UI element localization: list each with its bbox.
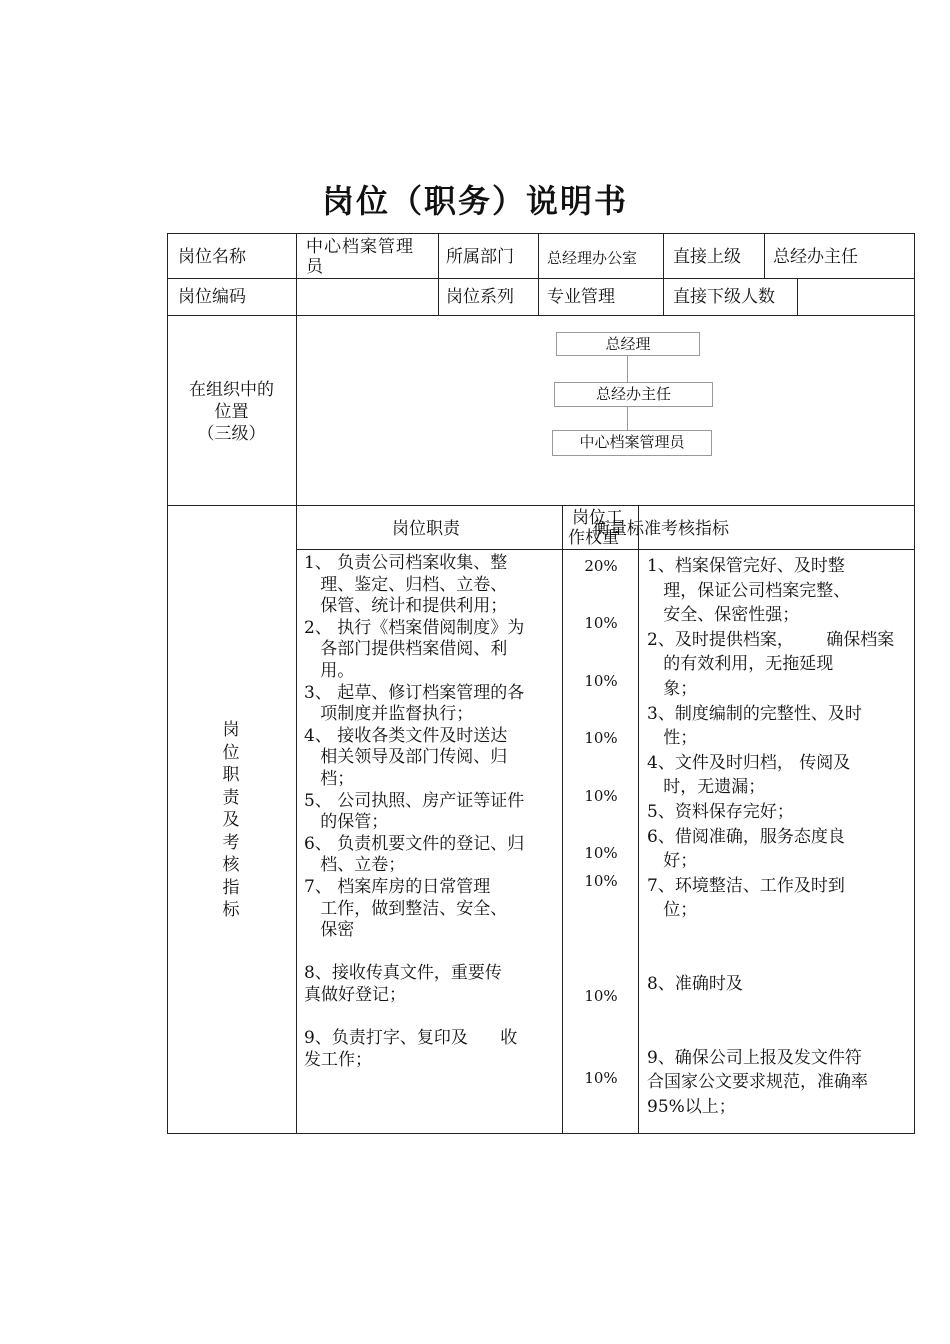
duty-line: 3、 起草、修订档案管理的各	[304, 682, 525, 703]
post-name-value-line2: 员	[306, 257, 323, 277]
kpi-line: 象；	[647, 678, 698, 699]
org-connector-1	[627, 355, 628, 382]
col-divider-r1-d	[764, 233, 765, 279]
duty-line: 各部门提供档案借阅、利	[304, 639, 508, 660]
row-divider-1	[167, 278, 915, 279]
duty-line: 4、 接收各类文件及时送达	[304, 725, 508, 746]
kpi-list	[647, 555, 912, 1121]
kpi-line	[647, 949, 912, 974]
org-box-office-director: 总经办主任	[554, 382, 713, 407]
kpi-line: 安全、保密性强；	[647, 605, 800, 626]
direct-superior-value: 总经办主任	[773, 247, 858, 267]
duties-header-divider	[296, 549, 915, 550]
duty-line: 档、立卷；	[304, 855, 406, 876]
duty-line: 用。	[304, 660, 355, 681]
kpi-line: 9、确保公司上报及发文件符	[647, 1047, 862, 1068]
row-divider-2	[167, 315, 915, 316]
weight-value: 10%	[584, 987, 618, 1005]
duty-line: 1、 负责公司档案收集、整	[304, 553, 508, 573]
kpi-line: 1、档案保管完好、及时整	[647, 556, 845, 576]
section-label-char: 位	[222, 742, 240, 763]
duty-line: 7、 档案库房的日常管理	[304, 876, 491, 897]
kpi-line: 的有效利用，无拖延现	[647, 654, 834, 675]
table-border-right	[914, 233, 915, 1134]
col-divider-r1-c	[663, 233, 664, 316]
org-box-general-manager: 总经理	[556, 332, 700, 356]
header-weight-line2: 作权重	[568, 528, 619, 548]
section-label-char: 及	[222, 810, 240, 830]
duty-line: 9、负责打字、复印及 收	[304, 1028, 518, 1049]
kpi-line	[647, 998, 912, 1023]
duty-line: 保密	[304, 920, 355, 941]
duty-line: 5、 公司执照、房产证等证件	[304, 790, 525, 811]
duty-line: 项制度并监督执行；	[304, 704, 474, 725]
kpi-line: 5、资料保存完好；	[647, 801, 794, 822]
duty-line: 6、 负责机要文件的登记、归	[304, 833, 525, 854]
kpi-line: 4、文件及时归档， 传阅及	[647, 752, 851, 773]
kpi-line: 好；	[647, 851, 698, 872]
section-label-char: 核	[222, 855, 240, 875]
post-name-value-line1: 中心档案管理	[306, 237, 414, 257]
col-divider-label	[296, 233, 297, 1134]
kpi-line: 7、环境整洁、工作及时到	[647, 875, 845, 896]
table-border-top	[167, 233, 915, 234]
duty-line: 真做好登记；	[304, 984, 406, 1005]
page-title: 岗位（职务）说明书	[321, 182, 628, 220]
duty-line: 的保管；	[304, 812, 389, 833]
section-label-char: 指	[222, 877, 240, 898]
kpi-line: 8、准确时及	[647, 974, 743, 995]
header-duties: 岗位职责	[392, 519, 460, 539]
kpi-line	[647, 924, 912, 949]
kpi-line: 95%以上；	[647, 1097, 736, 1118]
weight-value: 10%	[584, 729, 618, 747]
kpi-line: 理，保证公司档案完整、	[647, 580, 851, 601]
post-name-label: 岗位名称	[178, 247, 246, 267]
duty-line: 发工作；	[304, 1049, 372, 1070]
duty-line: 8、接收传真文件，重要传	[304, 963, 502, 984]
post-series-label: 岗位系列	[446, 287, 514, 307]
duty-line	[304, 941, 560, 963]
duties-section-label	[221, 719, 241, 922]
section-label-char: 标	[222, 900, 240, 920]
weight-value: 10%	[584, 787, 618, 805]
section-label-char: 责	[222, 787, 240, 808]
table-border-left	[167, 233, 168, 1134]
col-divider-r1-a	[438, 233, 439, 316]
weight-value: 10%	[584, 614, 618, 632]
org-position-label-line2: 位置	[214, 402, 249, 422]
kpi-line: 6、借阅准确，服务态度良	[647, 826, 845, 847]
weight-value: 10%	[584, 672, 618, 690]
col-divider-r1-b	[538, 233, 539, 316]
section-label-char: 岗	[222, 720, 240, 740]
duty-line: 档；	[304, 768, 355, 789]
kpi-line	[647, 1022, 912, 1047]
col-divider-r2-d	[797, 278, 798, 316]
duty-line: 2、 执行《档案借阅制度》为	[304, 617, 525, 638]
table-border-bottom	[167, 1133, 915, 1134]
org-position-label-line3: （三级）	[197, 424, 266, 444]
col-divider-weight-right	[638, 505, 639, 1134]
duty-line	[304, 1005, 560, 1027]
direct-superior-label: 直接上级	[673, 247, 741, 267]
section-label-char: 考	[222, 832, 240, 853]
duty-line: 相关领导及部门传阅、归	[304, 747, 508, 768]
weight-value: 10%	[584, 844, 618, 862]
row-divider-3	[167, 505, 915, 506]
duty-line: 工作，做到整洁、安全、	[304, 898, 508, 919]
duty-line: 理、鉴定、归档、立卷、	[304, 574, 508, 595]
post-code-label: 岗位编码	[178, 287, 246, 307]
subordinates-label: 直接下级人数	[673, 287, 775, 307]
header-kpi: 衡量标准考核指标	[593, 519, 729, 539]
weight-value: 10%	[584, 1069, 618, 1087]
kpi-line: 2、及时提供档案， 确保档案	[647, 629, 895, 650]
post-series-value: 专业管理	[547, 287, 615, 307]
kpi-line: 性；	[647, 728, 698, 749]
org-position-label-line1: 在组织中的	[189, 380, 274, 400]
kpi-line: 3、制度编制的完整性、及时	[647, 703, 862, 724]
duty-list	[304, 552, 560, 1070]
weight-value: 20%	[584, 557, 618, 575]
col-divider-weight-left	[562, 505, 563, 1134]
kpi-line: 合国家公文要求规范，准确率	[647, 1072, 868, 1093]
kpi-line: 位；	[647, 900, 698, 921]
header-weight-line1: 岗位工	[572, 508, 623, 528]
org-connector-2	[627, 406, 628, 430]
department-label: 所属部门	[446, 247, 514, 267]
section-label-char: 职	[222, 765, 240, 785]
org-box-archive-manager: 中心档案管理员	[552, 430, 712, 456]
weight-value: 10%	[584, 872, 618, 890]
department-value: 总经理办公室	[547, 249, 638, 267]
kpi-line: 时，无遗漏；	[647, 777, 766, 798]
duty-line: 保管、统计和提供利用；	[304, 596, 508, 617]
